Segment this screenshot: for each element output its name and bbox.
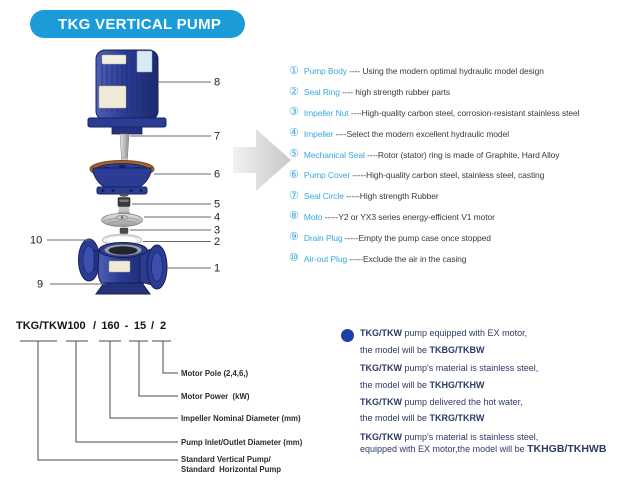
motor-illustration (88, 50, 166, 165)
item-desc: ---- high strength rubber parts (339, 87, 451, 98)
item-term: Moto (303, 211, 323, 222)
list-item (289, 207, 617, 228)
callout-number-5: 5 (214, 198, 221, 211)
model-code-sep1: / (92, 320, 97, 332)
model-code-sep3: / (150, 320, 155, 332)
label-motor-pole: Motor Pole (2,4,6,) (181, 369, 249, 378)
note-text: pump's material is stainless steel, (402, 432, 539, 442)
note-text: equipped with EX motor,the model will be (360, 444, 528, 454)
callout-number-4: 4 (214, 211, 221, 224)
note-line (360, 345, 485, 355)
label-motor-power: Motor Power (kW) (181, 392, 250, 401)
item-number: ⑩ (289, 252, 299, 265)
pump-base-illustration (96, 283, 150, 294)
motor-shaft-illustration (120, 134, 129, 158)
label-standard-vertical: Standard Vertical Pump/ (181, 455, 271, 464)
note-text: pump's material is stainless steel, (402, 363, 539, 373)
item-number: ② (289, 85, 299, 98)
note-line (360, 397, 523, 407)
item-number: ⑧ (289, 210, 299, 223)
callout-number-1: 1 (214, 262, 221, 275)
page-title: TKG VERTICAL PUMP (58, 15, 222, 33)
list-item (289, 186, 617, 207)
list-item (289, 144, 617, 165)
list-item (289, 248, 617, 269)
note-code: TKRG/TKRW (429, 413, 485, 423)
model-code-tree-lines (20, 341, 178, 460)
list-item (289, 82, 617, 103)
list-item (289, 103, 617, 124)
note-code: TKG/TKW (360, 363, 402, 373)
bullet-icon (341, 329, 354, 342)
model-code-seg1: 100 (67, 320, 86, 332)
note-line (360, 443, 606, 455)
model-code-prefix: TKG/TKW (16, 320, 68, 332)
item-number: ⑨ (289, 231, 299, 244)
right-arrow-icon (233, 129, 291, 191)
parts-list (289, 61, 617, 269)
impeller-illustration (102, 214, 143, 227)
item-term: Pump Cover (303, 170, 351, 181)
note-code: TKG/TKW (360, 328, 402, 338)
note-line (360, 380, 485, 390)
list-item (289, 123, 617, 144)
item-desc: -----Exclude the air in the casing (347, 253, 467, 264)
model-code-seg4: 2 (159, 320, 167, 332)
item-number: ① (289, 64, 299, 77)
note-text: pump delivered the hot water, (402, 397, 523, 407)
note-code: TKG/TKW (360, 432, 402, 442)
list-item (289, 61, 617, 82)
note-code: TKBG/TKBW (429, 345, 485, 355)
callout-number-2: 2 (214, 236, 221, 248)
label-standard-horizontal: Standard Horizontal Pump (181, 465, 282, 474)
item-number: ⑤ (289, 148, 299, 161)
list-item (289, 227, 617, 248)
callout-number-3: 3 (214, 224, 221, 237)
note-text: pump equipped with EX motor, (402, 328, 528, 338)
model-code-seg3: 15 (133, 320, 147, 332)
item-desc: -----High-quality carbon steel, stainless steel, casting (350, 170, 545, 181)
note-text: the model will be (360, 345, 430, 355)
note-line (360, 363, 538, 373)
callout-number-9: 9 (37, 278, 44, 291)
item-term: Impeller Nut (303, 107, 349, 118)
model-code-sep2: - (124, 320, 129, 332)
item-term: Seal Ring (303, 87, 340, 98)
label-inlet-diameter: Pump Inlet/Outlet Diameter (mm) (181, 438, 303, 447)
item-term: Seal Circle (303, 191, 344, 202)
label-impeller-diameter: Impeller Nominal Diameter (mm) (181, 414, 301, 423)
item-term: Impeller (303, 128, 334, 139)
item-term: Drain Plug (303, 232, 343, 243)
note-line (360, 328, 527, 338)
callout-number-6: 6 (214, 168, 221, 181)
item-number: ③ (289, 106, 299, 119)
note-code-large: TKHGB/TKHWB (527, 443, 607, 455)
item-desc: ---- Using the modern optimal hydraulic model design (346, 66, 544, 77)
note-code: TKHG/TKHW (429, 380, 485, 390)
item-term: Air-out Plug (303, 253, 348, 264)
item-desc: -----Empty the pump case once stopped (342, 232, 491, 243)
note-code: TKG/TKW (360, 397, 402, 407)
list-item (289, 165, 617, 186)
item-desc: ----High-quality carbon steel, corrosion-resistant stainless steel (348, 107, 580, 118)
item-number: ④ (289, 127, 299, 140)
item-desc: ----Rotor (stator) ring is made of Graphite, Hard Alloy (364, 149, 560, 160)
item-term: Mechanical Seal (303, 149, 365, 160)
item-desc: ----Select the modern excellent hydraulic model (333, 128, 509, 139)
note-line (360, 413, 484, 423)
item-number: ⑥ (289, 168, 299, 181)
note-text: the model will be (360, 380, 430, 390)
pump-body-illustration (79, 239, 168, 294)
pump-cover-illustration (90, 161, 154, 195)
mechanical-seal-illustration (118, 193, 130, 215)
callout-number-7: 7 (214, 130, 221, 143)
item-desc: -----High strength Rubber (343, 191, 439, 202)
item-number: ⑦ (289, 189, 299, 202)
callout-number-10: 10 (30, 234, 43, 247)
callout-number-8: 8 (214, 76, 221, 89)
note-text: the model will be (360, 413, 430, 423)
item-desc: -----Y2 or YX3 series energy-efficient V1 motor (322, 211, 495, 222)
impeller-nut-illustration (120, 228, 128, 234)
note-line (360, 432, 538, 442)
model-code-seg2: 160 (101, 320, 120, 332)
item-term: Pump Body (303, 66, 347, 77)
